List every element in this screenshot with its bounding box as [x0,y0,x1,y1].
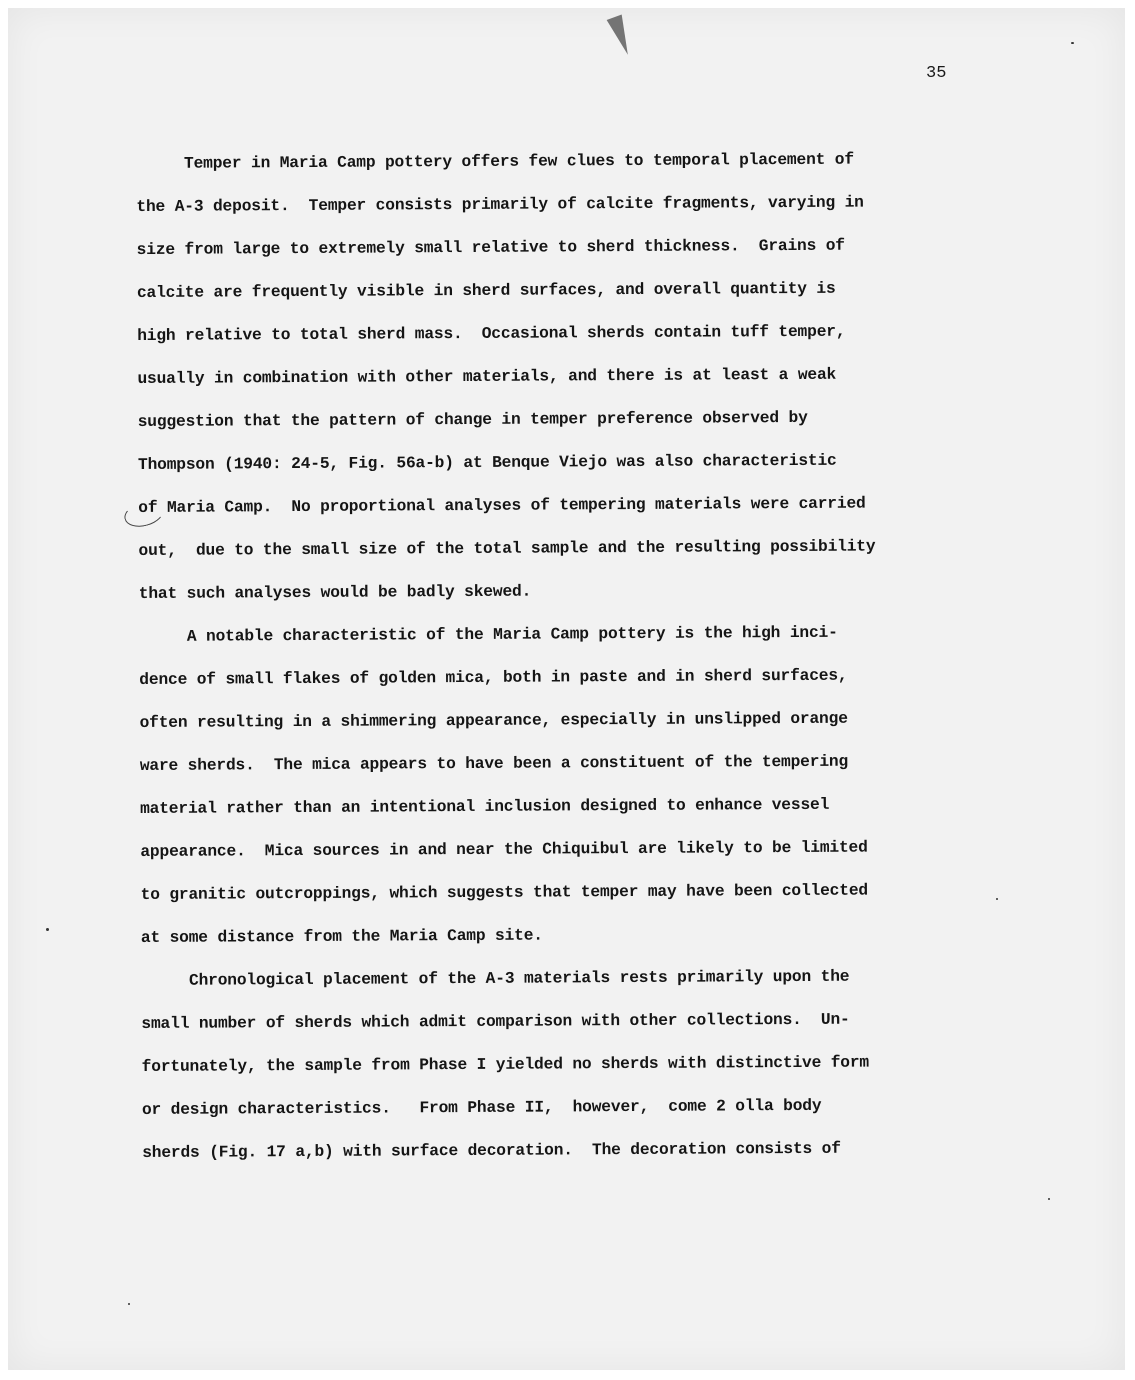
text-line: small number of sherds which admit comparison with other collections. Un- [141,1009,850,1033]
paper-tear-mark [607,14,636,57]
text-line: that such analyses would be badly skewed. [138,581,532,603]
text-line: size from large to extremely small relative to sherd thickness. Grains of [136,235,845,259]
body-text [136,137,982,1174]
text-line: appearance. Mica sources in and near the Chiquibul are likely to be limited [140,837,868,861]
text-line: to granitic outcroppings, which suggests that temper may have been collected [140,880,869,904]
paper-speck [46,928,49,931]
text-line: Temper in Maria Camp pottery offers few clues to temporal placement of [136,149,854,173]
text-line: Chronological placement of the A-3 materials rests primarily upon the [141,966,850,990]
text-line: high relative to total sherd mass. Occasional sherds contain tuff temper, [137,321,846,345]
paper-speck [1071,42,1074,44]
text-line: usually in combination with other materials, and there is at least a weak [137,364,837,388]
text-line: of Maria Camp. No proportional analyses of tempering materials were carried [138,493,866,517]
text-line: fortunately, the sample from Phase I yielded no sherds with distinctive form [141,1052,870,1076]
text-line: or design characteristics. From Phase II, however, come 2 olla body [141,1095,822,1119]
paper-speck [1048,1198,1050,1200]
text-line: material rather than an intentional inclusion designed to enhance vessel [140,794,830,818]
text-line: suggestion that the pattern of change in temper preference observed by [137,407,808,431]
text-line: dence of small flakes of golden mica, both in paste and in sherd surfaces, [139,665,848,689]
text-line: A notable characteristic of the Maria Camp pottery is the high inci- [138,622,838,646]
paper-speck [996,898,998,900]
page-number: 35 [926,64,947,83]
text-line: ware sherds. The mica appears to have been a constituent of the tempering [139,751,849,775]
text-line: often resulting in a shimmering appearance, especially in unslipped orange [139,708,848,732]
text-line: the A-3 deposit. Temper consists primarily of calcite fragments, varying in [136,192,864,216]
text-line: at some distance from the Maria Camp site. [140,925,543,947]
text-line: out, due to the small size of the total sample and the resulting possibility [138,536,876,560]
paper-speck [128,1303,130,1305]
text-line: sherds (Fig. 17 a,b) with surface decoration. The decoration consists of [142,1138,841,1162]
document-page [8,8,1125,1370]
text-line: Thompson (1940: 24-5, Fig. 56a-b) at Benque Viejo was also characteristic [137,450,837,474]
text-line: calcite are frequently visible in sherd surfaces, and overall quantity is [136,278,836,302]
